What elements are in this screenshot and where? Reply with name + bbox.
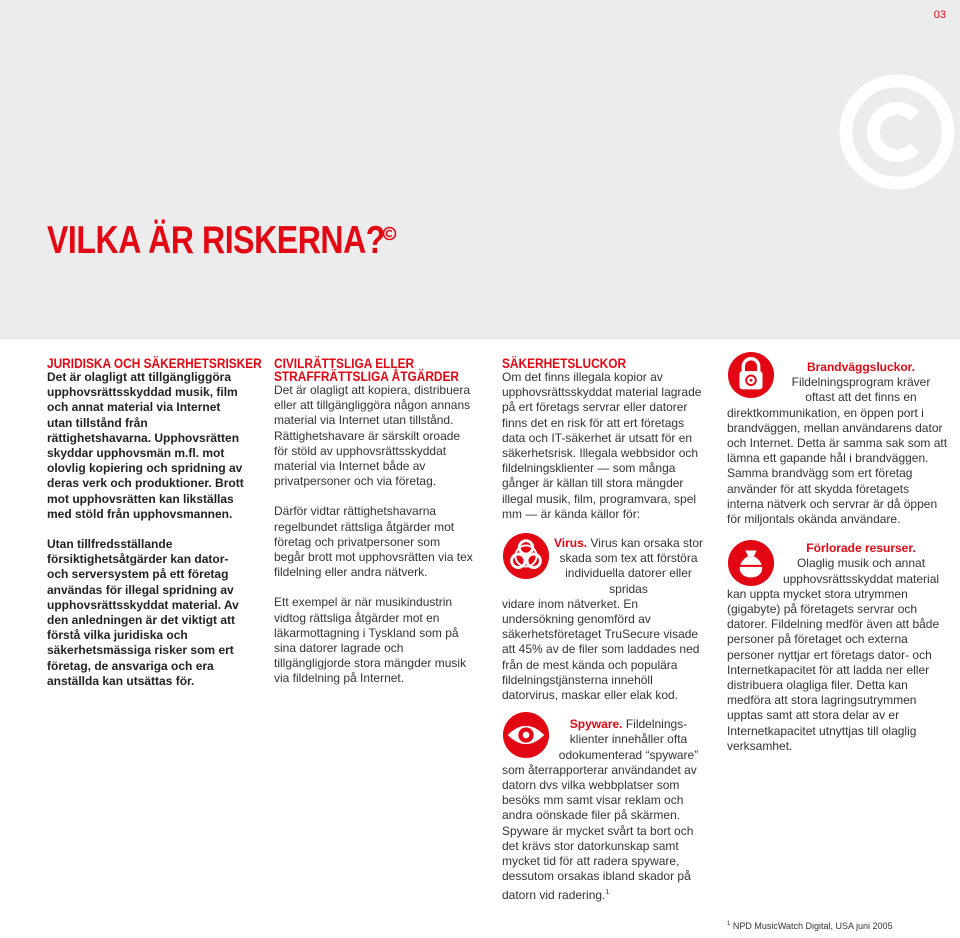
paragraph: Utan tillfredsställande försiktighetsåtgärder kan dator- och serversystem på ett företag användas för illegal spridning av upphovsrättsskyddat material. Av den anledningen är det viktigt att förstå vilka juridiska och säkerhetsmässiga risker som ert företag, de ansvariga och era anställda kan utsättas för.: [47, 537, 239, 688]
heading-line: CIVILRÄTTSLIGA ELLER: [274, 356, 415, 371]
risk-label: Virus.: [554, 536, 588, 551]
text: upphovsrättsskyddat material: [782, 571, 940, 586]
text: klienter innehåller ofta: [569, 732, 688, 747]
paragraph: kan uppta mycket stora utrymmen (gigabyte) på företagets servrar och datorer. Fildelning medför även att både personer på företaget och externa personer nyttjar ert företags dator- och Internetkapacitet för att ladda ner eller distribuera olagliga filer. Detta kan medföra att stora lagringsutrymmen upptas samt att stora delar av er Internetkapacitet utnyttjas till olaglig verksamhet.: [727, 586, 940, 753]
risk-label: Brandväggsluckor.: [806, 360, 916, 374]
padlock-icon: [727, 351, 775, 399]
risk-firewall: [727, 351, 949, 527]
footnote-ref: 1: [605, 888, 610, 896]
copyright-icon: [382, 226, 397, 241]
money-bag-icon: [727, 539, 775, 587]
heading-line: STRAFFRÄTTSLIGA ÅTGÄRDER: [274, 369, 460, 384]
paragraph: Det är olagligt att kopiera, distribuera eller att tillgängliggöra någon annans material via Internet utan tillstånd. Rättighetshavare är särskilt oroade för stöld av upphovsrättsskyddat material via Internet både av privatpersoner och via företag.: [274, 383, 471, 489]
footnote-mark: 1: [727, 921, 731, 927]
text: Virus kan orsaka stor: [587, 536, 703, 551]
paragraph: direktkommunikation, en öppen port i brandväggen, mellan användarens dator och Internet. Detta är samma sak som att lämna ett gapande hål i brandväggen. Samma brandvägg som ert företag använder för att skydda företagets interna nätverk och servrar är då öppen för miljontals okända användare.: [727, 405, 948, 527]
column-firewall-resources: [727, 351, 949, 754]
paragraph: Om det finns illegala kopior av upphovsrättsskyddat material lagrade på ert företags servrar eller datorer finns det en risk för att ert företags data och IT-säkerhet är utsatt för en säkerhetsrisk. Illegala webbsidor och fildelningsklienter — som många gånger är källan till stora mängder illegal musik, film, programvara, spel mm — är kända källor för:: [502, 370, 702, 521]
column-legal-actions: [274, 357, 474, 687]
risk-label: Spyware.: [569, 717, 623, 732]
text: Fildelningsprogram kräver: [791, 375, 931, 390]
section-heading: JURIDISKA OCH SÄKERHETSRISKER: [47, 356, 262, 371]
risk-lost-resources: [727, 541, 949, 754]
footnote-text: NPD MusicWatch Digital, USA juni 2005: [730, 921, 893, 931]
spyware-intro: [550, 717, 707, 763]
text: skada som tex att förstöra: [559, 551, 698, 566]
paragraph: Ett exempel är när musikindustrin vidtog rättsliga åtgärder mot en läkarmottagning i Tyskland som på sina datorer lagrade och tillgängligjorde stora mängder musik via fildelning på Internet.: [274, 595, 467, 686]
paragraph: Därför vidtar rättighetshavarna regelbundet rättsliga åtgärder mot företag och privatpersoner som begår brott mot upphovsrätten via tex fildelning eller andra nätverk.: [274, 504, 473, 580]
page-number: 03: [933, 9, 946, 21]
text: oftast att det finns en: [805, 390, 917, 405]
risk-spyware: [502, 717, 707, 902]
paragraph: vidare inom nätverket. En undersökning genomförd av säkerhetsföretaget TruSecure visade att 45% av de filer som laddades ned från de mest kända och populära fildelningstjänsterna innehöll datorvirus, maskar eller elak kod.: [502, 596, 700, 703]
text: Olaglig musik och annat: [796, 556, 926, 571]
risk-label: Förlorade resurser.: [806, 541, 916, 556]
lost-intro: [773, 541, 949, 587]
text: odokumenterad “spyware”: [558, 747, 699, 762]
biohazard-icon: [502, 532, 550, 580]
virus-intro: [550, 536, 707, 597]
footnote: [727, 921, 893, 931]
column-security-holes: [502, 357, 707, 903]
eye-icon: [502, 711, 550, 759]
text: Fildelnings-: [622, 717, 688, 732]
text: som återrapporterar användandet av datorn dvs vilka webbplatser som besöks mm samt visar reklam och andra oönskade filer på skärmen. Spyware är mycket svårt ta bort och det krävs stor datorkunskap samt mycket tid för att radera spyware, dessutom orsakas ibland skador på datorn vid radering.: [502, 762, 697, 902]
section-heading: SÄKERHETSLUCKOR: [502, 356, 627, 371]
firewall-intro: [773, 351, 949, 406]
text: individuella datorer eller spridas: [565, 566, 692, 596]
risk-virus: [502, 536, 707, 703]
page-title: VILKA ÄR RISKERNA?: [47, 219, 385, 262]
section-heading: [274, 356, 460, 384]
hero-banner: [0, 0, 960, 339]
column-legal-risks: [47, 356, 262, 689]
paragraph: Det är olagligt att tillgängliggöra upphovsrättsskyddad musik, film och annat material via Internet utan tillstånd från rättighetshavarna. Upphovsrätten skyddar upphovsmän m.fl. mot olovlig kopiering och spridning av deras verk och produktioner. Brott mot upphovsrätten kan likställas med stöld från upphovsmannen.: [47, 370, 244, 521]
paragraph: [502, 763, 707, 903]
copyright-icon: [838, 73, 956, 191]
